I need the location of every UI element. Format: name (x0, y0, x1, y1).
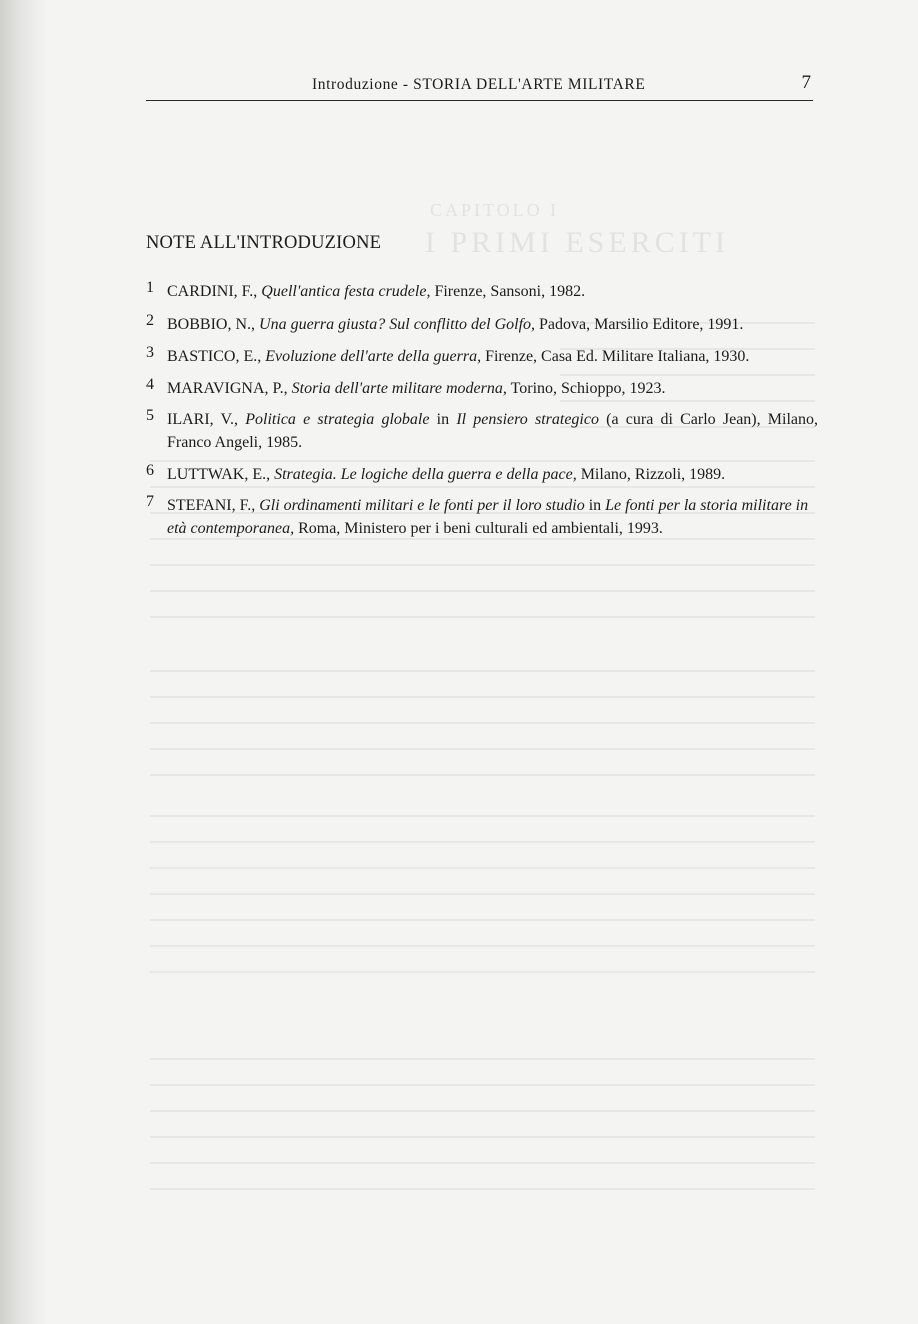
note-number: 2 (146, 312, 154, 329)
note-item (146, 280, 818, 303)
note-publisher: Roma, Ministero per i beni culturali ed ambientali, 1993. (294, 520, 663, 537)
show-through-line (560, 374, 815, 376)
show-through-line (150, 867, 815, 869)
note-publisher: (a cura di Carlo Jean), Milano, Franco Angeli, 1985. (167, 411, 819, 451)
note-item (146, 345, 818, 368)
show-through-line (150, 945, 815, 947)
note-item (146, 494, 818, 540)
note-collection-title: Le fonti per la storia militare in età contemporanea, (167, 497, 809, 537)
note-item (146, 408, 818, 454)
show-through-line (150, 841, 815, 843)
running-title: Introduzione - STORIA DELL'ARTE MILITARE (312, 76, 646, 93)
note-connector: in (584, 497, 606, 514)
show-through-line (150, 893, 815, 895)
note-publisher: Milano, Rizzoli, 1989. (576, 466, 726, 483)
show-through-line (150, 774, 815, 776)
note-publisher: Firenze, Sansoni, 1982. (430, 283, 586, 300)
show-through-line (150, 1084, 815, 1086)
show-through-line (150, 748, 815, 750)
show-through-line (150, 486, 815, 488)
note-connector: in (429, 411, 457, 428)
show-through-line (150, 564, 815, 566)
note-collection-title: Il pensiero strategico (456, 411, 599, 428)
note-text (146, 377, 818, 400)
note-title: Gli ordinamenti militari e le fonti per il loro studio (259, 497, 585, 514)
note-publisher: Firenze, Casa Ed. Militare Italiana, 1930. (481, 348, 750, 365)
show-through-line (150, 919, 815, 921)
note-title: Strategia. Le logiche della guerra e della pace, (274, 466, 577, 483)
note-text (146, 280, 818, 303)
show-through-chapter-title: I PRIMI ESERCITI (425, 226, 729, 259)
note-publisher: Torino, Schioppo, 1923. (506, 380, 666, 397)
note-title: Politica e strategia globale (245, 411, 430, 428)
show-through-line (150, 616, 815, 618)
running-header (146, 72, 813, 101)
show-through-chapter-label: CAPITOLO I (430, 200, 560, 220)
note-author: CARDINI, F., (167, 283, 258, 300)
note-title: Quell'antica festa crudele, (261, 283, 431, 300)
note-author: MARAVIGNA, P., (167, 380, 288, 397)
show-through-line (150, 696, 815, 698)
show-through-line (560, 400, 815, 402)
note-number: 7 (146, 493, 154, 510)
show-through-line (150, 670, 815, 672)
note-author: STEFANI, F., (167, 497, 256, 514)
note-author: LUTTWAK, E., (167, 466, 271, 483)
page-number: 7 (801, 72, 811, 93)
note-number: 6 (146, 462, 154, 479)
note-title: Storia dell'arte militare moderna, (291, 380, 507, 397)
show-through-line (150, 722, 815, 724)
show-through-line (150, 460, 815, 462)
note-item (146, 313, 818, 336)
note-item (146, 377, 818, 400)
show-through-line (150, 590, 815, 592)
binding-shadow (0, 0, 46, 1324)
show-through-line (150, 1136, 815, 1138)
note-number: 5 (146, 407, 154, 424)
note-publisher: Padova, Marsilio Editore, 1991. (535, 316, 744, 333)
show-through-line (150, 1110, 815, 1112)
show-through-line (150, 1058, 815, 1060)
note-number: 4 (146, 376, 154, 393)
note-title: Una guerra giusta? Sul conflitto del Golfo, (259, 316, 536, 333)
show-through-line (150, 971, 815, 973)
note-author: ILARI, V., (167, 411, 239, 428)
show-through-line (150, 1162, 815, 1164)
notes-heading: NOTE ALL'INTRODUZIONE (146, 233, 382, 253)
note-text (146, 463, 818, 486)
show-through-line (150, 1188, 815, 1190)
show-through-line (150, 815, 815, 817)
note-text (146, 408, 818, 454)
note-number: 3 (146, 344, 154, 361)
note-text (146, 494, 818, 540)
note-author: BASTICO, E., (167, 348, 262, 365)
note-title: Evoluzione dell'arte della guerra, (265, 348, 482, 365)
note-text (146, 345, 818, 368)
note-author: BOBBIO, N., (167, 316, 256, 333)
note-text (146, 313, 818, 336)
note-number: 1 (146, 279, 154, 296)
note-item (146, 463, 818, 486)
